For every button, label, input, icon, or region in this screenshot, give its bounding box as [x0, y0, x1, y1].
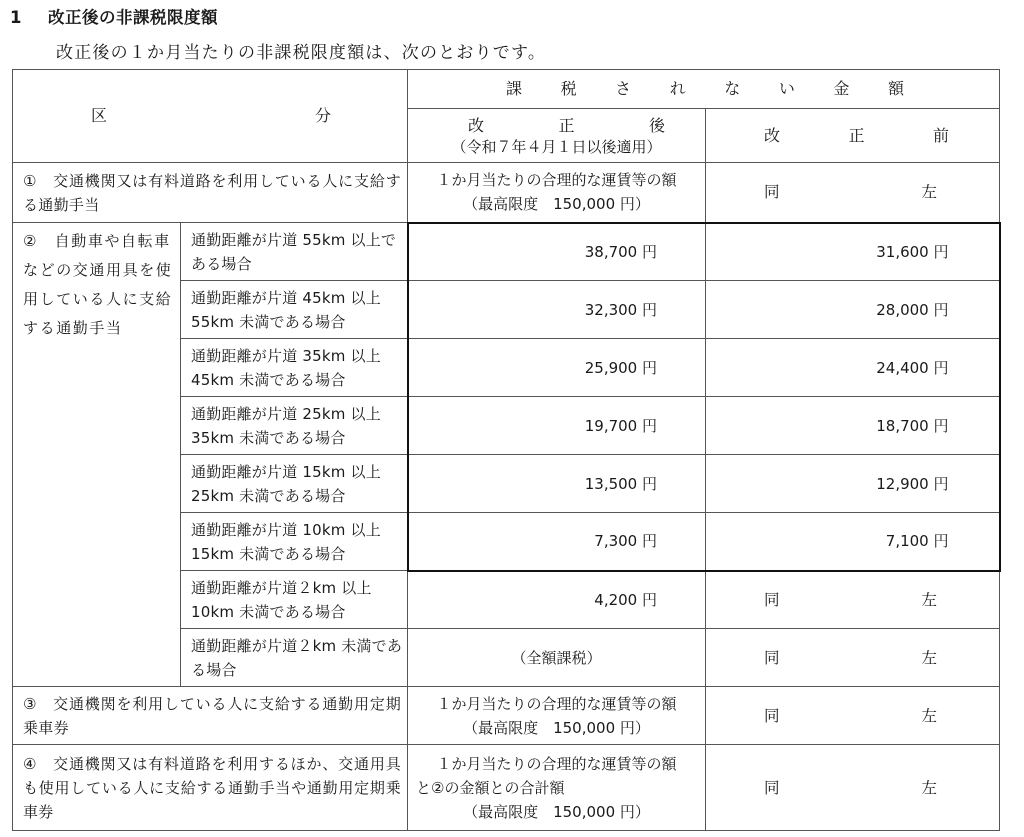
row2-description: ② 自動車や自転車などの交通用具を使用している人に支給する通勤手当	[13, 223, 181, 687]
row1-before-same: 同 左	[706, 163, 1000, 223]
row2-distance-1: 通勤距離が片道 55km 以上である場合	[181, 223, 408, 281]
row2-before-5: 12,900 円	[706, 455, 1000, 513]
row1-description: ① 交通機関又は有料道路を利用している人に支給する通勤手当	[13, 163, 408, 223]
row4-description: ④ 交通機関又は有料道路を利用するほか、交通用具も使用している人に支給する通勤手当や通勤用定期乗車券	[13, 745, 408, 831]
section-title: 改正後の非課税限度額	[48, 8, 218, 27]
row2-before-8-same: 同 左	[706, 629, 1000, 687]
row2-distance-6: 通勤距離が片道 10km 以上 15km 未満である場合	[181, 513, 408, 571]
row2-distance-4: 通勤距離が片道 25km 以上 35km 未満である場合	[181, 397, 408, 455]
row2-before-7-same: 同 左	[706, 571, 1000, 629]
row2-before-3: 24,400 円	[706, 339, 1000, 397]
row4-after-value: １か月当たりの合理的な運賃等の額 と②の金額との合計額 （最高限度 150,000 円）	[408, 745, 706, 831]
row3-before-same: 同 左	[706, 687, 1000, 745]
after-revision-header: 改 正 後 （令和７年４月１日以後適用）	[408, 109, 706, 163]
row2-after-3: 25,900 円	[408, 339, 706, 397]
row3-description: ③ 交通機関を利用している人に支給する通勤用定期乗車券	[13, 687, 408, 745]
intro-text: 改正後の１か月当たりの非課税限度額は、次のとおりです。	[56, 43, 547, 63]
row2-after-5: 13,500 円	[408, 455, 706, 513]
allowance-table	[12, 69, 1001, 831]
row2-distance-5: 通勤距離が片道 15km 以上 25km 未満である場合	[181, 455, 408, 513]
section-number: 1	[10, 8, 22, 27]
row2-after-1: 38,700 円	[408, 223, 706, 281]
row2-after-7: 4,200 円	[408, 571, 706, 629]
non-taxable-amount-header: 課 税 さ れ な い 金 額	[408, 70, 1000, 109]
row2-before-1: 31,600 円	[706, 223, 1000, 281]
kubun-header: 区 分	[13, 70, 408, 163]
row2-after-6: 7,300 円	[408, 513, 706, 571]
row2-after-2: 32,300 円	[408, 281, 706, 339]
row2-distance-3: 通勤距離が片道 35km 以上 45km 未満である場合	[181, 339, 408, 397]
section-heading	[10, 4, 218, 28]
row1-after-value: １か月当たりの合理的な運賃等の額 （最高限度 150,000 円）	[408, 163, 706, 223]
row4-before-same: 同 左	[706, 745, 1000, 831]
after-revision-note: （令和７年４月１日以後適用）	[451, 137, 662, 156]
row2-before-4: 18,700 円	[706, 397, 1000, 455]
row2-distance-7: 通勤距離が片道２km 以上 10km 未満である場合	[181, 571, 408, 629]
row3-after-value: １か月当たりの合理的な運賃等の額 （最高限度 150,000 円）	[408, 687, 706, 745]
row2-before-2: 28,000 円	[706, 281, 1000, 339]
row2-distance-2: 通勤距離が片道 45km 以上 55km 未満である場合	[181, 281, 408, 339]
row2-after-8: （全額課税）	[408, 629, 706, 687]
row2-before-6: 7,100 円	[706, 513, 1000, 571]
before-revision-header: 改 正 前	[706, 109, 1000, 163]
row2-distance-8: 通勤距離が片道２km 未満である場合	[181, 629, 408, 687]
row2-after-4: 19,700 円	[408, 397, 706, 455]
